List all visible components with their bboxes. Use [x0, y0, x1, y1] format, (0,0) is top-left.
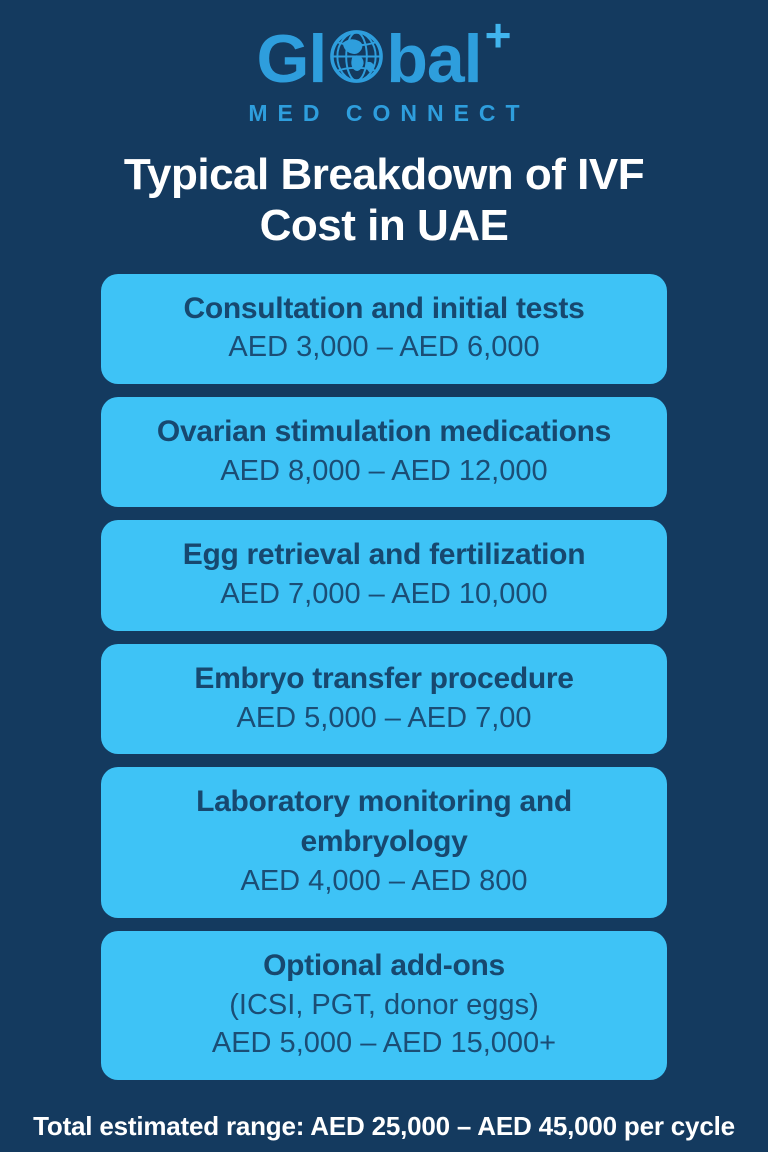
cost-card-title: Consultation and initial tests: [183, 291, 585, 325]
logo-text-suffix: bal: [386, 21, 482, 97]
cost-card-title: Egg retrieval and fertilization: [182, 538, 586, 572]
logo: [238, 9, 530, 127]
cost-card-title: Ovarian stimulation medications: [156, 415, 612, 449]
logo-subtitle: MED CONNECT: [248, 99, 530, 126]
cost-card-egg-retrieval: [101, 520, 667, 630]
cost-card-range: AED 5,000 – AED 15,000+: [211, 1027, 557, 1060]
cost-card-range: AED 8,000 – AED 12,000: [220, 454, 548, 487]
cost-card-range: AED 5,000 – AED 7,00: [236, 701, 532, 734]
page-title: [124, 149, 644, 252]
globe-icon: [329, 29, 384, 84]
cost-card-range: AED 7,000 – AED 10,000: [220, 578, 548, 611]
cost-card-list: [101, 274, 667, 1080]
cost-card-ovarian-stimulation: [101, 397, 667, 507]
page-title-line-2: Cost in UAE: [259, 201, 509, 251]
page-title-line-1: Typical Breakdown of IVF: [123, 149, 645, 199]
cost-card-laboratory-monitoring: [101, 767, 667, 917]
cost-card-range: AED 3,000 – AED 6,000: [228, 331, 540, 364]
cost-card-range: AED 4,000 – AED 800: [240, 865, 528, 898]
cost-card-embryo-transfer: [101, 644, 667, 754]
cost-card-title: Optional add-ons: [263, 948, 505, 982]
cost-card-optional-addons: [101, 931, 667, 1080]
cost-card-note: (ICSI, PGT, donor eggs): [229, 988, 539, 1021]
plus-icon: +: [484, 9, 512, 61]
cost-card-title: Laboratory monitoring and embryology: [196, 785, 572, 859]
cost-card-consultation: [101, 274, 667, 384]
total-estimated-range: Total estimated range: AED 25,000 – AED 45,000 per cycle: [33, 1110, 735, 1141]
logo-wordmark: [256, 9, 512, 97]
logo-text-prefix: Gl: [256, 21, 327, 97]
cost-card-title: Embryo transfer procedure: [194, 661, 574, 695]
